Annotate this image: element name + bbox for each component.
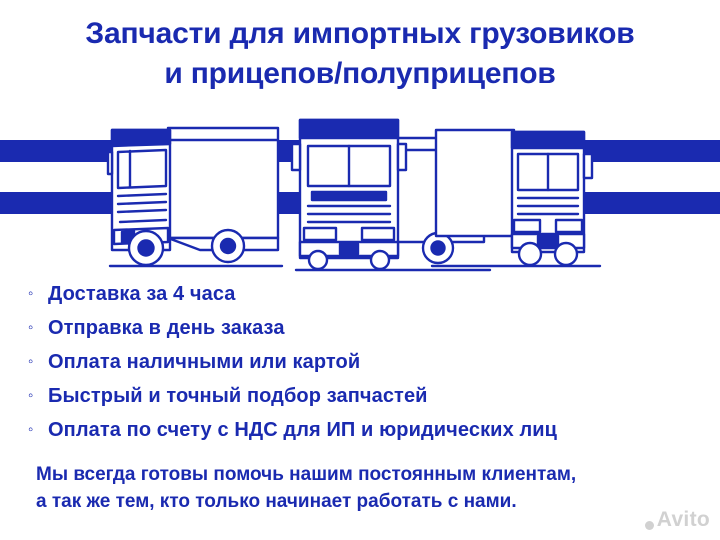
avito-dot-icon	[645, 521, 654, 530]
avito-watermark	[645, 508, 710, 532]
list-item-label: Доставка за 4 часа	[48, 283, 236, 305]
closing-message	[36, 462, 696, 516]
right-truck-icon	[432, 130, 600, 266]
list-item-label: Отправка в день заказа	[48, 317, 285, 339]
list-item	[28, 385, 698, 407]
list-item-label: Быстрый и точный подбор запчастей	[48, 385, 428, 407]
list-item	[28, 351, 698, 373]
trucks-svg	[0, 100, 720, 275]
closing-message-line-1: Мы всегда готовы помочь нашим постоянным клиентам,	[36, 464, 577, 485]
bullet-marker-icon: ◦	[28, 285, 34, 302]
closing-message-line-2: а так же тем, кто только начинает работать с нами.	[36, 490, 517, 512]
avito-watermark-label: Avito	[656, 508, 710, 531]
list-item-label: Оплата по счету с НДС для ИП и юридических лиц	[48, 419, 558, 441]
list-item	[28, 419, 698, 441]
list-item-label: Оплата наличными или картой	[48, 351, 361, 373]
headline-line-2: и прицепов/полуприцепов	[164, 57, 556, 91]
bullet-marker-icon: ◦	[28, 387, 34, 404]
feature-list	[28, 283, 698, 453]
bullet-marker-icon: ◦	[28, 421, 34, 438]
bullet-marker-icon: ◦	[28, 353, 34, 370]
list-item	[28, 317, 698, 339]
bullet-marker-icon: ◦	[28, 319, 34, 336]
headline-line-1: Запчасти для импортных грузовиков	[85, 17, 635, 50]
list-item	[28, 283, 698, 305]
page-title	[0, 14, 720, 94]
left-truck-icon	[108, 128, 282, 266]
truck-illustration	[0, 100, 720, 275]
